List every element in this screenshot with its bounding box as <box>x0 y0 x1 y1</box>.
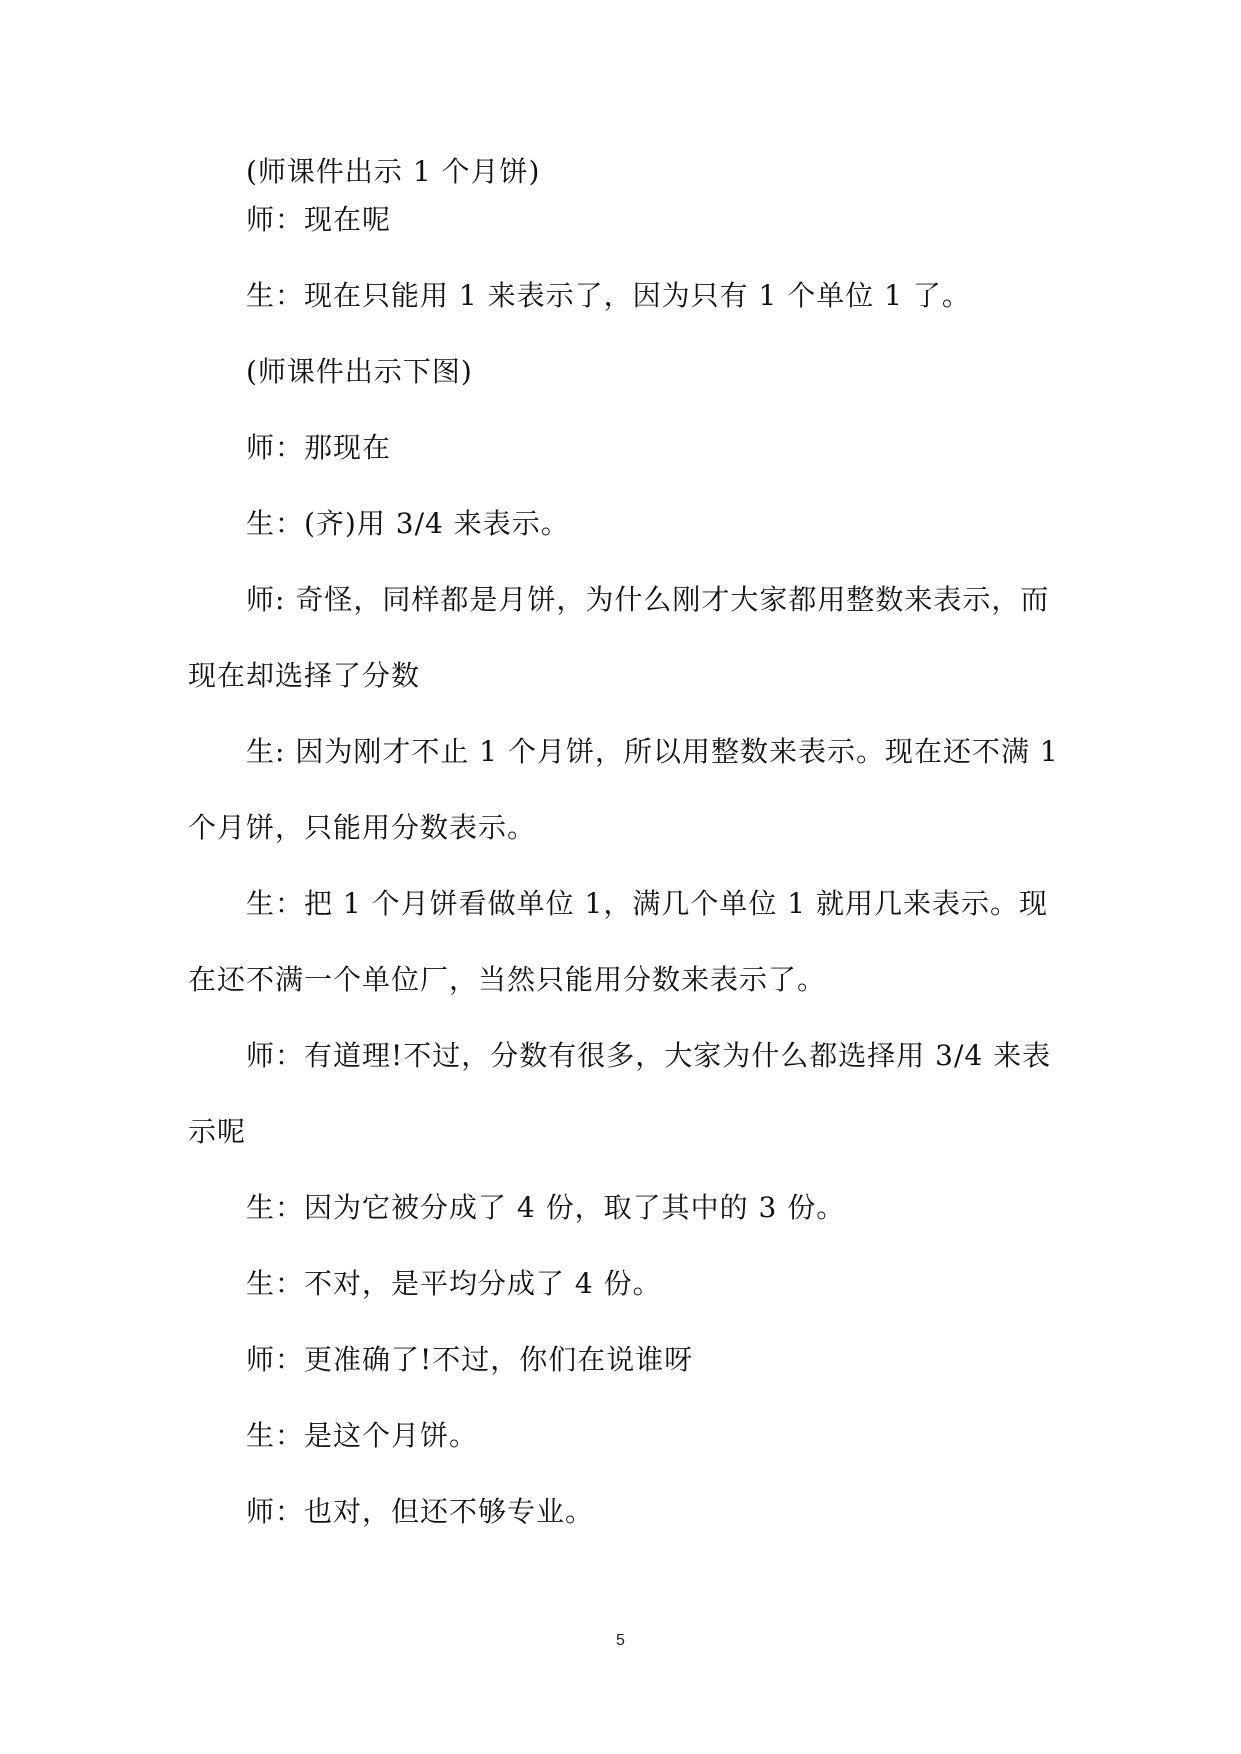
paragraph-12: 生：不对，是平均分成了 4 份。 <box>246 1267 662 1300</box>
paragraph-14: 生：是这个月饼。 <box>246 1419 479 1452</box>
paragraph-11: 生：因为它被分成了 4 份，取了其中的 3 份。 <box>246 1191 846 1224</box>
paragraph-9: 生：把 1 个月饼看做单位 1，满几个单位 1 就用几来表示。现在还不满一个单位厂，当然只能用分数来表示了。 <box>188 887 1048 996</box>
paragraph-4: (师课件出示下图) <box>246 355 473 388</box>
paragraph-10: 师：有道理!不过，分数有很多，大家为什么都选择用 3/4 来表示呢 <box>188 1039 1052 1148</box>
paragraph-5: 师：那现在 <box>246 431 392 464</box>
paragraph-15: 师：也对，但还不够专业。 <box>246 1495 595 1528</box>
paragraph-6: 生：(齐)用 3/4 来表示。 <box>246 507 570 540</box>
paragraph-2: 师：现在呢 <box>246 203 392 236</box>
paragraph-1: (师课件出示 1 个月饼) <box>246 155 541 188</box>
paragraph-8: 生: 因为刚才不止 1 个月饼，所以用整数来表示。现在还不满 1 个月饼，只能用分数表示。 <box>188 735 1059 844</box>
paragraph-13: 师：更准确了!不过，你们在说谁呀 <box>246 1343 694 1376</box>
paragraph-7: 师: 奇怪，同样都是月饼，为什么刚才大家都用整数来表示，而现在却选择了分数 <box>188 583 1050 692</box>
paragraph-3: 生：现在只能用 1 来表示了，因为只有 1 个单位 1 了。 <box>246 279 971 312</box>
page-number: 5 <box>616 1632 625 1649</box>
